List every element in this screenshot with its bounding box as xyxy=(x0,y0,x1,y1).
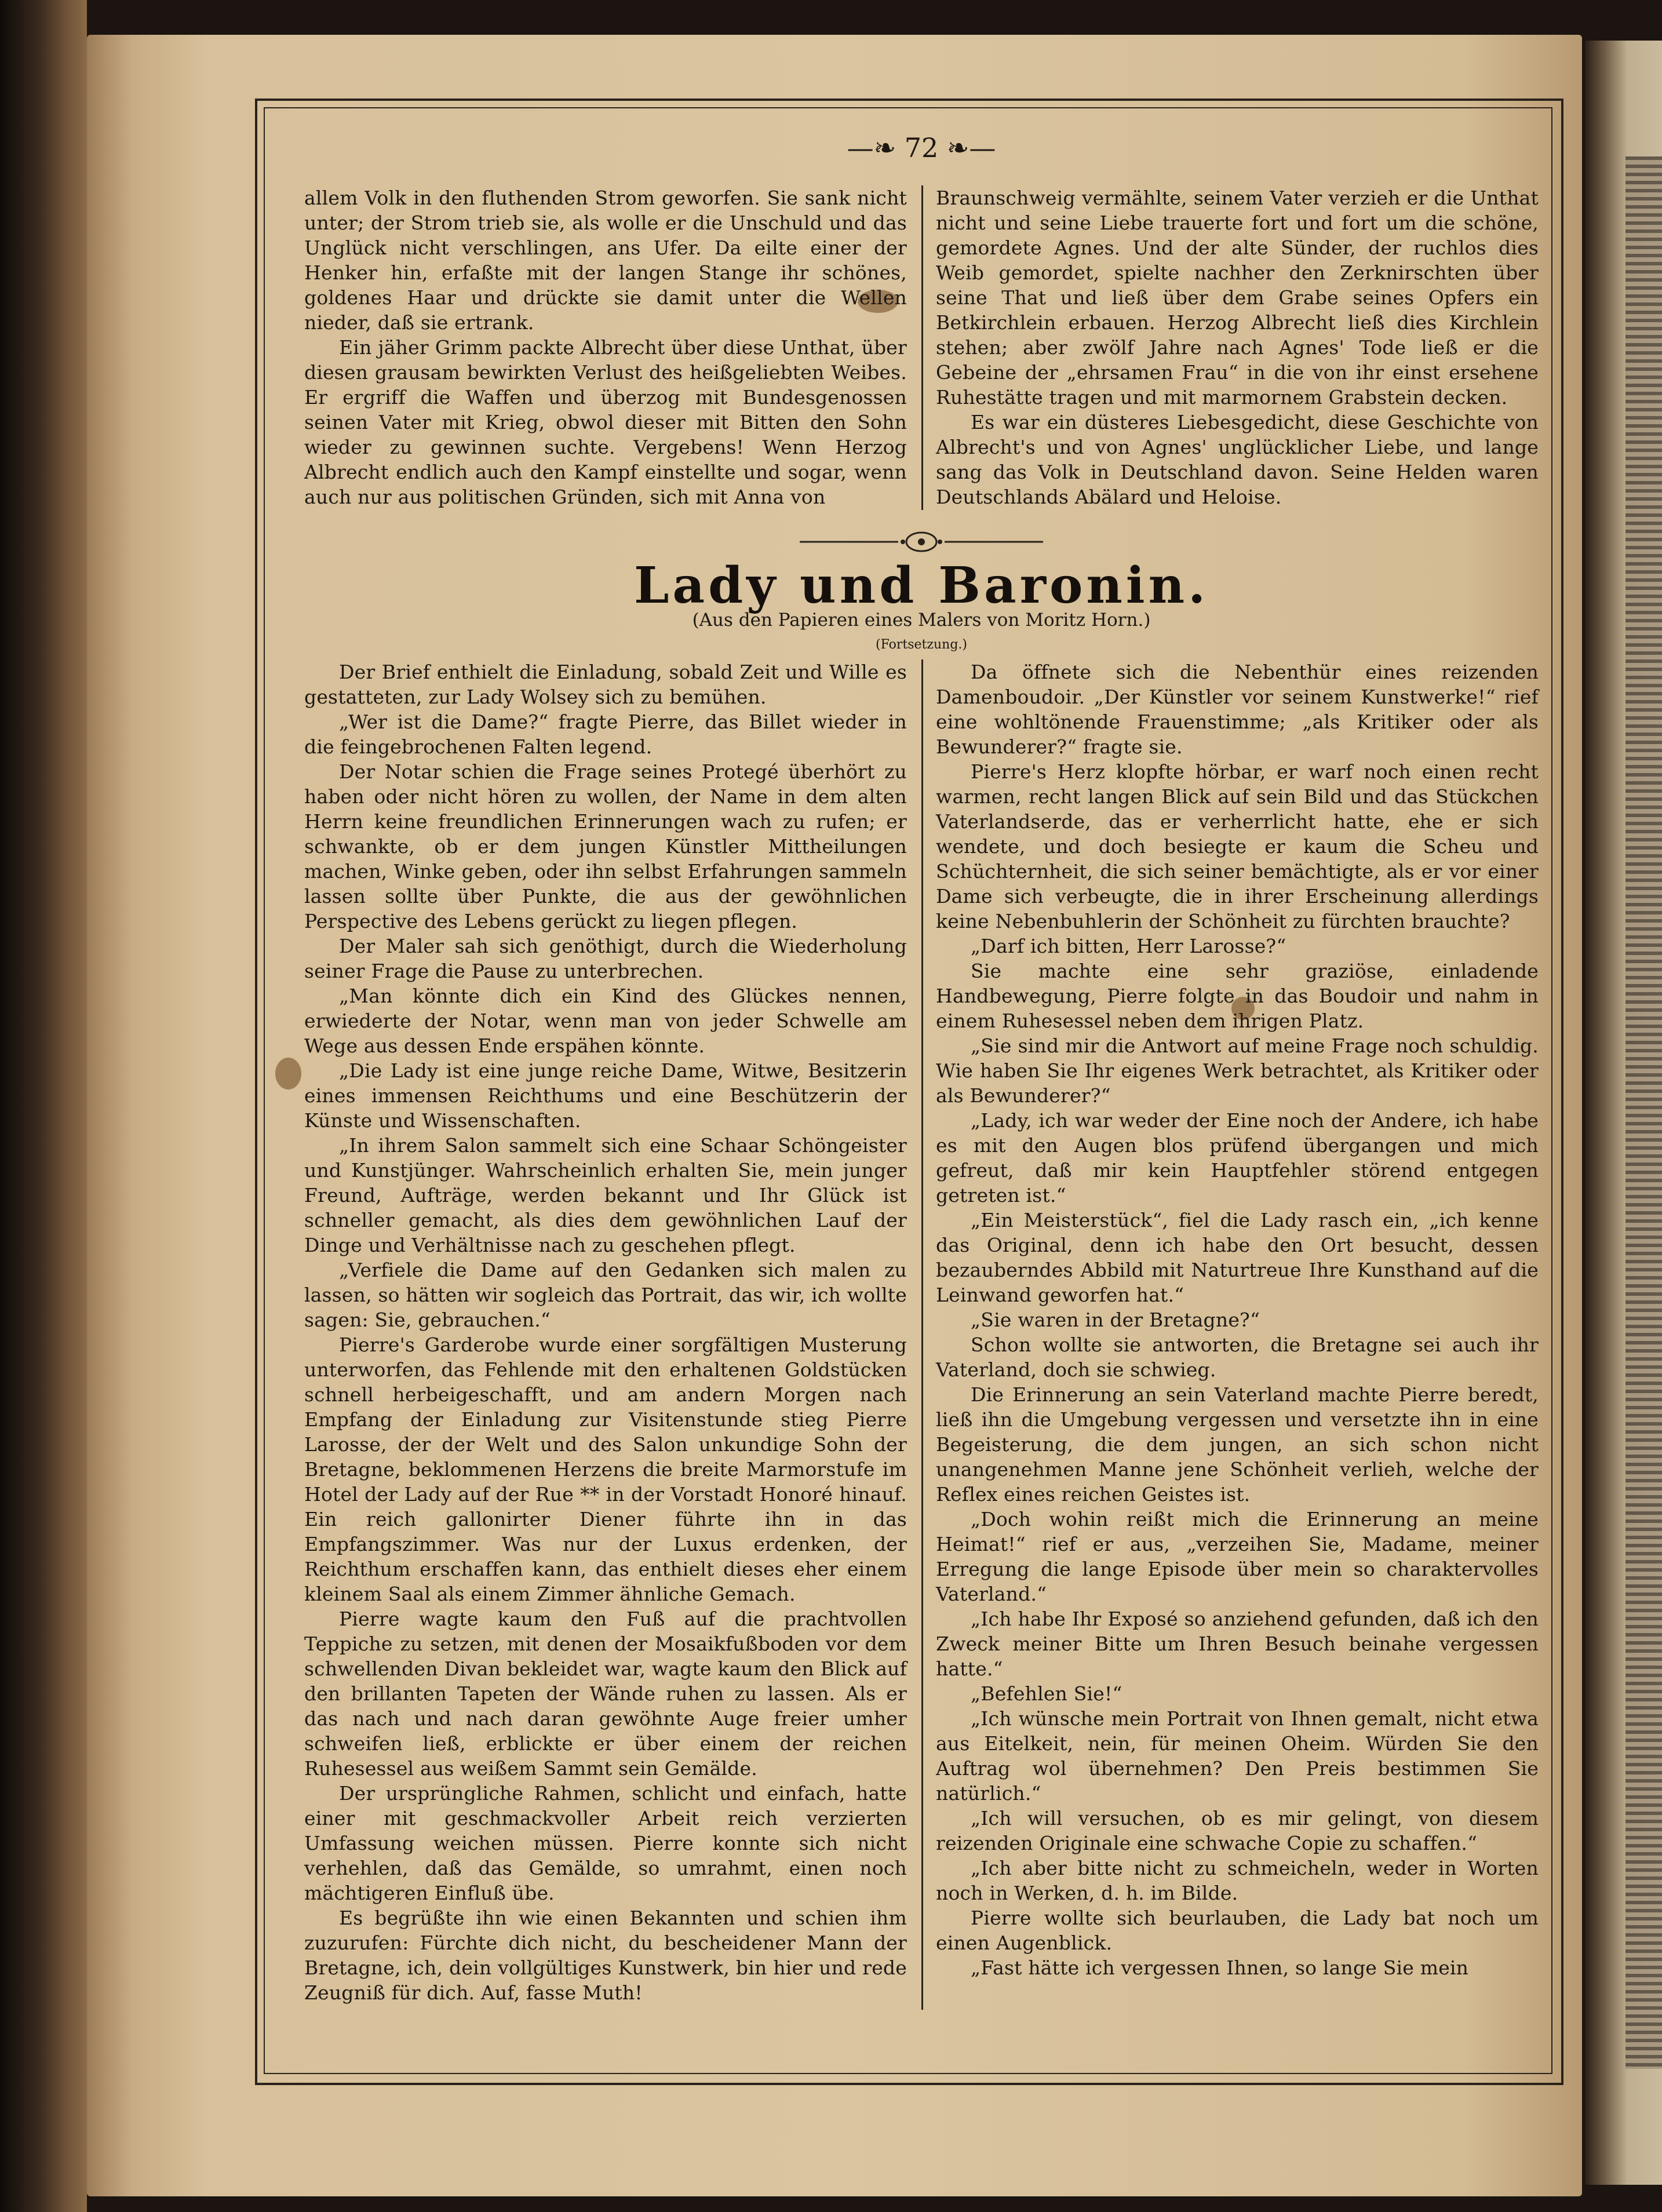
page-number: —❧ 72 ❧— xyxy=(847,132,996,163)
paragraph: Braunschweig vermählte, seinem Vater verzieh er die Unthat nicht und seine Liebe trauerte fort und fort um die schöne, gemordete Agnes. Und der alte Sünder, der ruchlos dies Weib gemordet, spielte nachher den Zerknirschten über seine That und ließ über dem Grabe seines Opfers ein Betkirchlein erbauen. Herzog Albrecht ließ dies Kirchlein stehen; aber zwölf Jahre nach Agnes' Tode ließ er die Gebeine der „ehrsamen Frau“ in die von ihr einst ersehene Ruhestätte tragen und mit marmornem Grabstein decken. xyxy=(936,187,1539,409)
column-divider xyxy=(921,659,923,2010)
column-bottom-right xyxy=(936,659,1539,2010)
paragraph: Der Notar schien die Frage seines Protegé überhört zu haben oder nicht hören zu wollen, der Name in dem alten Herrn keine freundlichen Erinnerungen wach zu rufen; er schwankte, ob er dem jungen Künstler Mittheilungen machen, Winke geben, oder ihn selbst Erfahrungen sammeln lassen sollte über Punkte, die aus der gewöhnlichen Perspective des Lebens gerückt zu liegen pflegen. xyxy=(304,760,907,932)
paragraph: Schon wollte sie antworten, die Bretagne sei auch ihr Vaterland, doch sie schwieg. xyxy=(936,1333,1539,1381)
paragraph: „Ich will versuchen, ob es mir gelingt, von diesem reizenden Originale eine schwache Copie zu schaffen.“ xyxy=(936,1807,1539,1854)
paragraph: „Ich aber bitte nicht zu schmeicheln, weder in Worten noch in Werken, d. h. im Bilde. xyxy=(936,1857,1539,1904)
paragraph: „Sie waren in der Bretagne?“ xyxy=(971,1309,1260,1331)
column-top-right xyxy=(936,185,1539,510)
paragraph: Der ursprüngliche Rahmen, schlicht und einfach, hatte einer mit geschmackvoller Arbeit reich verzierten Umfassung weichen müssen. Pierre konnte sich nicht verhehlen, daß das Gemälde, so umrahmt, einen noch mächtigeren Einfluß übe. xyxy=(304,1782,907,1904)
continuation-note: (Fortsetzung.) xyxy=(876,637,967,652)
book-binding-edge xyxy=(0,0,87,2212)
paragraph: „Ein Meisterstück“, fiel die Lady rasch ein, „ich kenne das Original, denn ich habe den Ort besucht, dessen bezauberndes Abbild mit Naturtreue Ihre Kunsthand auf die Leinwand geworfen hat.“ xyxy=(936,1209,1539,1306)
paragraph: „Fast hätte ich vergessen Ihnen, so lange Sie mein xyxy=(971,1956,1469,1979)
paragraph: Pierre's Garderobe wurde einer sorgfältigen Musterung unterworfen, das Fehlende mit den erhaltenen Goldstücken schnell herbeigeschafft, und am andern Morgen nach Empfang der Einladung zur Visitenstunde stieg Pierre Larosse, der der Welt und des Salon unkundige Sohn der Bretagne, beklommenen Herzens die breite Marmorstufe im Hotel der Lady auf der Rue ** in der Vorstadt Honoré hinauf. Ein reich gallonirter Diener führte ihn in das Empfangszimmer. Was nur der Luxus erdenken, der Reichthum erschaffen kann, das enthielt dieses eher einem kleinem Saal als einem Zimmer ähnliche Gemach. xyxy=(304,1333,907,1605)
paragraph: allem Volk in den fluthenden Strom geworfen. Sie sank nicht unter; der Strom trieb sie, als wolle er die Unschuld und das Unglück nicht verschlingen, ans Ufer. Da eilte einer der Henker hin, erfaßte mit der langen Stange ihr schönes, goldenes Haar und drückte sie damit unter die Wellen nieder, daß sie ertrank. xyxy=(304,187,907,334)
column-divider xyxy=(921,185,923,510)
paragraph: „In ihrem Salon sammelt sich eine Schaar Schöngeister und Kunstjünger. Wahrscheinlich erhalten Sie, mein junger Freund, Aufträge, werden bekannt und Ihr Glück ist schneller gemacht, als dies dem gewöhnlichen Lauf der Dinge und Verhältnisse nach zu geschehen pflegt. xyxy=(304,1134,907,1256)
section-ornament xyxy=(800,527,1043,556)
paragraph: „Darf ich bitten, Herr Larosse?“ xyxy=(971,935,1286,957)
paragraph: Es war ein düsteres Liebesgedicht, diese Geschichte von Albrecht's und von Agnes' unglücklicher Liebe, und lange sang das Volk in Deutschland davon. Seine Helden waren Deutschlands Abälard und Heloise. xyxy=(936,411,1539,508)
paragraph: Pierre wollte sich beurlauben, die Lady bat noch um einen Augenblick. xyxy=(936,1907,1539,1954)
paragraph: Der Brief enthielt die Einladung, sobald Zeit und Wille es gestatteten, zur Lady Wolsey sich zu bemühen. xyxy=(304,661,907,708)
paragraph: „Wer ist die Dame?“ fragte Pierre, das Billet wieder in die feingebrochenen Falten legend. xyxy=(304,710,907,758)
paragraph: „Befehlen Sie!“ xyxy=(971,1682,1122,1705)
paragraph: Da öffnete sich die Nebenthür eines reizenden Damenboudoir. „Der Künstler vor seinem Kunstwerke!“ rief eine wohltönende Frauenstimme; „als Kritiker oder als Bewunderer?“ fragte sie. xyxy=(936,661,1539,758)
paragraph: „Ich habe Ihr Exposé so anziehend gefunden, daß ich den Zweck meiner Bitte um Ihren Besuch beinahe vergessen hatte.“ xyxy=(936,1608,1539,1680)
paragraph: „Man könnte dich ein Kind des Glückes nennen, erwiederte der Notar, wenn man von jeder Schwelle am Wege aus dessen Ende erspähen könnte. xyxy=(304,985,907,1057)
paragraph: Pierre's Herz klopfte hörbar, er warf noch einen recht warmen, recht langen Blick auf sein Bild und das Stückchen Vaterlandserde, das er verherrlicht hatte, ehe er sich wendete, und doch besiegte er kaum die Scheu und Schüchternheit, die sich seiner bemächtigte, als er vor einer Dame sich verbeugte, die in ihrer Erscheinung allerdings keine Nebenbuhlerin der Schönheit zu fürchten brauchte? xyxy=(936,760,1539,932)
paragraph: Sie machte eine sehr graziöse, einladende Handbewegung, Pierre folgte in das Boudoir und nahm in einem Ruhesessel neben dem ihrigen Platz. xyxy=(936,960,1539,1032)
paragraph: Es begrüßte ihn wie einen Bekannten und schien ihm zuzurufen: Fürchte dich nicht, du bescheidener Mann der Bretagne, ich, dein vollgültiges Kunstwerk, bin hier und rede Zeugniß für dich. Auf, fasse Muth! xyxy=(304,1907,907,2004)
adjacent-page-edge xyxy=(1585,41,1662,2185)
column-top-left xyxy=(304,185,907,510)
article-title: Lady und Baronin. xyxy=(633,556,1209,615)
adjacent-page-engraving xyxy=(1625,156,1662,2069)
column-bottom-left xyxy=(304,659,907,2010)
paragraph: „Ich wünsche mein Portrait von Ihnen gemalt, nicht etwa aus Eitelkeit, nein, für meinen Oheim. Würden Sie den Auftrag wol übernehmen? Den Preis bestimmen Sie natürlich.“ xyxy=(936,1707,1539,1805)
paragraph: „Lady, ich war weder der Eine noch der Andere, ich habe es mit den Augen blos prüfend übergangen und mich gefreut, daß mir kein Hauptfehler störend entgegen getreten ist.“ xyxy=(936,1109,1539,1207)
paragraph: „Sie sind mir die Antwort auf meine Frage noch schuldig. Wie haben Sie Ihr eigenes Werk betrachtet, als Kritiker oder als Bewunderer?“ xyxy=(936,1034,1539,1107)
article-subtitle: (Aus den Papieren eines Malers von Moritz Horn.) xyxy=(692,610,1151,631)
paragraph: Die Erinnerung an sein Vaterland machte Pierre beredt, ließ ihn die Umgebung vergessen und versetzte ihn in eine Begeisterung, die dem jungen, an sich schon nicht unangenehmen Manne jene Schönheit verlieh, welche der Reflex eines reichen Geistes ist. xyxy=(936,1383,1539,1506)
paragraph: Der Maler sah sich genöthigt, durch die Wiederholung seiner Frage die Pause zu unterbrechen. xyxy=(304,935,907,982)
paragraph: „Doch wohin reißt mich die Erinnerung an meine Heimat!“ rief er aus, „verzeihen Sie, Madame, meiner Erregung die lange Episode über mein so charaktervolles Vaterland.“ xyxy=(936,1508,1539,1605)
paragraph: „Verfiele die Dame auf den Gedanken sich malen zu lassen, so hätten wir sogleich das Portrait, das wir, ich wollte sagen: Sie, gebrauchen.“ xyxy=(304,1259,907,1331)
paragraph: Pierre wagte kaum den Fuß auf die prachtvollen Teppiche zu setzen, mit denen der Mosaikfußboden vor dem schwellenden Divan bekleidet war, wagte kaum den Blick auf den brillanten Tapeten der Wände ruhen zu lassen. Als er das nach und nach daran gewöhnte Auge freier umher schweifen ließ, erblickte er über einem der reichen Ruhesessel aus weißem Sammt sein Gemälde. xyxy=(304,1608,907,1780)
paragraph: „Die Lady ist eine junge reiche Dame, Witwe, Besitzerin eines immensen Reichthums und eine Beschützerin der Künste und Wissenschaften. xyxy=(304,1059,907,1132)
paragraph: Ein jäher Grimm packte Albrecht über diese Unthat, über diesen grausam bewirkten Verlust des heißgeliebten Weibes. Er ergriff die Waffen und überzog mit Bundesgenossen seinen Vater mit Krieg, obwol dieser mit Bitten den Sohn wieder zu gewinnen suchte. Vergebens! Wenn Herzog Albrecht endlich auch den Kampf einstellte und sogar, wenn auch nur aus politischen Gründen, sich mit Anna von xyxy=(304,336,907,508)
